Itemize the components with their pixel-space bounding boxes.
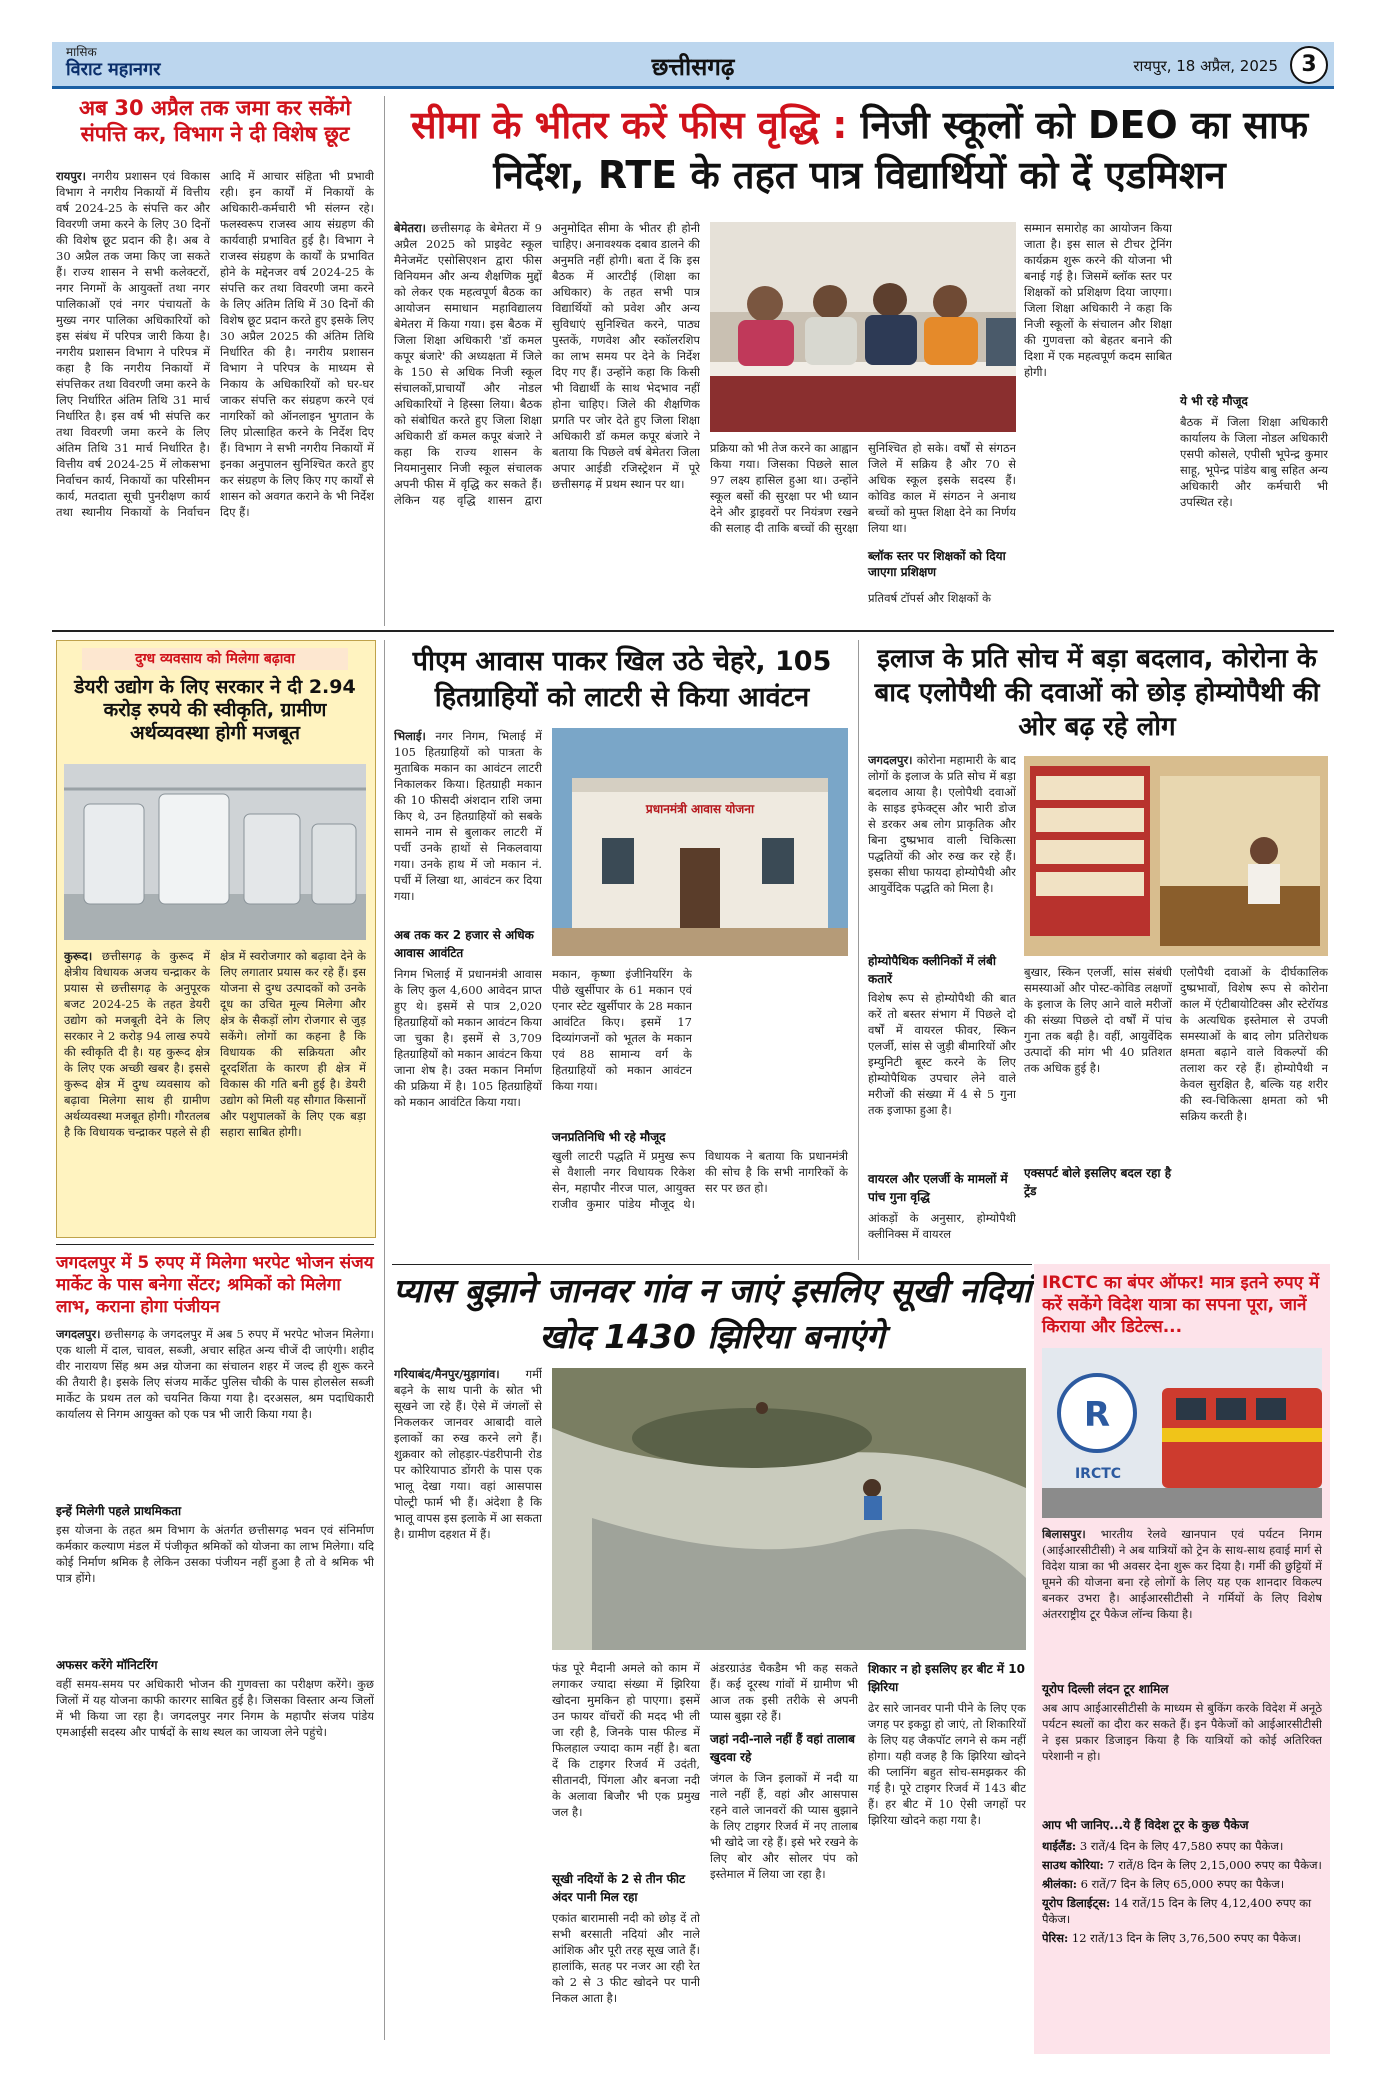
dairy-kicker: दुग्ध व्यवसाय को मिलेगा बढ़ावा: [135, 651, 295, 667]
water-body-1: [394, 1366, 542, 1976]
dairy-photo-art: [64, 764, 366, 940]
water-body-6: ढेर सारे जानवर पानी पीने के लिए एक जगह पर इकट्ठा हो जाएं, तो शिकारियों के लिए यह जैकपॉट लगने से कम नहीं होगा। यही वजह है कि झिरिया खोदने की प्लानिंग बहुत सोच-समझकर की गई है। पूरे टाइगर रिजर्व में 143 बीट हैं। हर बीट में 10 ऐसी जगहों पर झिरिया खोदने कहा गया है।: [868, 1701, 1026, 1827]
pmay-photo-art: [552, 728, 848, 956]
meal-body-1: [56, 1326, 374, 1498]
irctc-body-2: अब आप आईआरसीटीसी के माध्यम से बुकिंग करके विदेश में अनूठे पर्यटन स्थलों का दौरा कर सकते हैं। इन पैकेजों को आईआरसीटीसी ने इस प्रकार डिजाइन किया है कि यात्रियों को कोई अतिरिक्त परेशानी न हो।: [1042, 1701, 1322, 1763]
dairy-headline: डेयरी उद्योग के लिए सरकार ने दी 2.94 करोड़ रुपये की स्वीकृति, ग्रामीण अर्थव्यवस्था होगी मजबूत: [74, 676, 356, 745]
pmay-photo-caption: प्रधानमंत्री आवास योजना: [645, 802, 755, 816]
package-name: थाईलैंड:: [1042, 1839, 1077, 1853]
school-body-1-text: छत्तीसगढ़ के बेमेतरा में 9 अप्रैल 2025 को प्राइवेट स्कूल मैनेजमेंट एसोसिएशन द्वारा फीस विनियमन और अन्य शैक्षणिक मुद्दों को लेकर एक महत्वपूर्ण बैठक का आयोजन समाधान महाविद्यालय बेमेतरा में किया गया। इस बैठक में जिला शिक्षा अधिकारी 'डॉ कमल कपूर बंजारे' की अध्यक्षता में जिले के 150 से अधिक निजी स्कूल संचालकों,प्राचार्यों और नोडल अधिकारियों ने हिस्सा लिया। बैठक को संबोधित करते हुए जिला शिक्षा अधिकारी डॉ कमल कपूर बंजारे ने कहा कि राज्य शासन के नियमानुसार निजी स्कूल संचालक अपनी फीस में वृद्धि कर सकते हैं। लेकिन यह वृद्धि शासन द्वारा अनुमोदित सीमा के भीतर ही होनी चाहिए।: [394, 221, 700, 507]
school-body-2-text: अनावश्यक दबाव डालने की अनुमति नहीं होगी। बता दें कि इस बैठक में आरटीई (शिक्षा का अधिकार) के तहत सभी पात्र विद्यार्थियों को प्रवेश और अन्य सुविधाएं सुनिश्चित करने, पाठ्य पुस्तकें, गणवेश और स्कॉलरशिप का लाभ समय पर देने के निर्देश दिए गए हैं। उन्होंने कहा कि किसी भी विद्यार्थी के साथ भेदभाव नहीं होना चाहिए। जिले की शैक्षणिक प्रगति पर जोर देते हुए जिला शिक्षा अधिकारी डॉ कमल कपूर बंजारे ने बताया कि पिछले वर्ष बेमेतरा जिला अपार आईडी रजिस्ट्रेशन में पूरे छत्तीसगढ़ में प्रथम स्थान पर था।: [552, 237, 700, 491]
irctc-subhead-1: यूरोप दिल्ली लंदन टूर शामिल: [1042, 1682, 1169, 1696]
meal-body-3: वहीं समय-समय पर अधिकारी भोजन की गुणवत्ता का परीक्षण करेंगे। कुछ जिलों में यह योजना काफी कारगर साबित हुई है। जिसका विस्तार अन्य जिलों में भी किया जा रहा है। जगदलपुर नगर निगम के महापौर संजय पांडेय एमआईसी सदस्य और पार्षदों के साथ स्थल का जायजा लेने पहुंचे।: [56, 1677, 374, 1739]
irctc-body-1-text: भारतीय रेलवे खानपान एवं पर्यटन निगम (आईआरसीटीसी) ने अब यात्रियों को ट्रेन के साथ-साथ हवाई मार्ग से विदेश यात्रा का भी अवसर देना शुरू कर दिया है। गर्मी की छुट्टियों में घूमने की योजना बना रहे लोगों के लिए यह एक शानदार विकल्प बनकर उभरा है। आईआरसीटीसी ने गर्मियों के लिए विशेष अंतरराष्ट्रीय टूर पैकेज लॉन्च किया है।: [1042, 1527, 1322, 1621]
irctc-photo-art: [1042, 1348, 1322, 1518]
water-body-3: एकांत बारामासी नदी को छोड़ दें तो सभी बरसाती नदियां और नाले आंशिक और पूरी तरह सूख जाते हैं। हालांकि, सतह पर नजर आ रही रेत को 2 से 3 फीट खोदने पर पानी निकल आता है।: [552, 1911, 700, 2005]
water-subhead-1: सूखी नदियों के 2 से तीन फीट अंदर पानी मिल रहा: [552, 1872, 686, 1904]
column-divider-2: [384, 640, 385, 2040]
package-detail: 7 रातें/8 दिन के लिए 2,15,000 रुपए का पैकेज।: [1107, 1858, 1322, 1872]
dairy-photo: [64, 764, 366, 940]
package-item: [1042, 1930, 1322, 1946]
dairy-dateline: कुरूद।: [64, 949, 93, 963]
package-name: पेरिस:: [1042, 1931, 1069, 1945]
school-body-3: [710, 440, 1016, 540]
svg-text:R: R: [1083, 1395, 1111, 1435]
pharmacy-photo: [1024, 756, 1328, 956]
pmay-headline: पीएम आवास पाकर खिल उठे चेहरे, 105 हितग्राहियों को लाटरी से किया आवंटन: [412, 646, 832, 713]
school-body-1: [394, 220, 700, 620]
homeo-dateline: जगदलपुर।: [868, 753, 913, 767]
river-photo-art: [552, 1368, 1026, 1650]
homeo-body-1-text: कोरोना महामारी के बाद लोगों के इलाज के प्रति सोच में बड़ा बदलाव आया है। एलोपैथी दवाओं के साइड इफेक्ट्स और भारी डोज से डरकर अब लोग प्राकृतिक और बिना दुष्प्रभाव वाली चिकित्सा पद्धतियों की ओर रुख कर रहे हैं। इसका सीधा फायदा होम्योपैथी और आयुर्वेदिक पद्धति को मिला है।: [868, 753, 1016, 895]
pmay-subhead-2: जनप्रतिनिधि भी रहे मौजूद: [552, 1130, 666, 1144]
school-body-3-text: प्रक्रिया को भी तेज करने का आह्वान किया गया। जिसका पिछले साल 97 लक्ष्य हासिल हुआ था। उन्होंने स्कूल बसों की सुरक्षा पर भी ध्यान देने और ड्राइवरों पर नियंत्रण रखने की सलाह दी ताकि बच्चों की सुरक्षा सुनिश्चित हो सके।: [710, 441, 949, 535]
water-body-1-text: गर्मी बढ़ने के साथ पानी के स्रोत भी सूखने जा रहे हैं। ऐसे में जंगलों से निकलकर जानवर आबादी वाले इलाकों का रुख करने लगे हैं। शुक्रवार को लोहड़ार-पंडरीपानी रोड पर कोरियापाठ डोंगरी के पास एक भालू देखा गया। वहां आसपास पोल्ट्री फार्म भी हैं। अंदेशा है कि भालू वापस इस इलाके में आ सकता है। ग्रामीण दहशत में हैं।: [394, 1367, 542, 1541]
school-body-6b: [1180, 220, 1328, 388]
water-body-2: फंड पूरे मैदानी अमले को काम में लगाकर ज्यादा संख्या में झिरिया खोदना मुमकिन हो पाएगा। इसमें उन फायर वॉचरों की मदद भी ली जा रही है, जिनके पास फील्ड में फिलहाल ज्यादा काम नहीं है। बता दें कि टाइगर रिजर्व में उदंती, सीतानदी, पिंगला और बनजा नदी के अलावा बिजौर भी एक प्रमुख जल है।: [552, 1661, 700, 1819]
meal-rule: [56, 1244, 374, 1245]
column-divider-3: [858, 640, 859, 1260]
package-item: [1042, 1895, 1322, 1927]
water-body-4: अंडरग्राउंड चैकडैम भी कह सकते हैं। कई दूरस्थ गांवों में ग्रामीण भी आज तक इसी तरीके से अपनी प्यास बुझा रहे हैं।: [710, 1661, 858, 1723]
water-dateline: गरियाबंद/मैनपुर/मुड़ागांव।: [394, 1367, 500, 1381]
brand-tagline: मासिक: [66, 45, 97, 59]
package-detail: 14 रातें/15 दिन के लिए 4,12,400 रुपए का पैकेज।: [1042, 1896, 1312, 1926]
page-number: 3: [1290, 46, 1328, 84]
meal-body-2: इस योजना के तहत श्रम विभाग के अंतर्गत छत्तीसगढ़ भवन एवं संनिर्माण कर्मकार कल्याण मंडल में पंजीकृत श्रमिकों को योजना का लाभ मिलेगा। यदि कोई निर्माण श्रमिक है लेकिन उसका पंजीयन नहीं हुआ है तो वे श्रमिक भी पात्र होंगे।: [56, 1523, 374, 1585]
homeo-subhead-2: वायरल और एलर्जी के मामलों में पांच गुना वृद्धि: [868, 1172, 1008, 1204]
water-subhead-3: शिकार न हो इसलिए हर बीट में 10 झिरिया: [868, 1662, 1025, 1694]
river-photo: [552, 1368, 1026, 1650]
pmay-dateline: भिलाई।: [394, 729, 426, 743]
water-body-5: जंगल के जिन इलाकों में नदी या नाले नहीं हैं, वहां और आसपास रहने वाले जानवरों की प्यास बुझाने के लिए टाइगर रिजर्व में नए तालाब भी खोदे जा रहे हैं। इसे भरे रखने के लिए बोर और सोलर पंप को इस्तेमाल में लिया जा रहा है।: [710, 1771, 858, 1881]
meal-subhead-1: इन्हें मिलेगी पहले प्राथमिकता: [56, 1504, 182, 1518]
homeo-subhead-3: एक्सपर्ट बोले इसलिए बदल रहा है ट्रेंड: [1024, 1166, 1172, 1198]
pmay-body-1: [394, 728, 542, 920]
section-rule: [52, 630, 1334, 632]
water-headline: प्यास बुझाने जानवर गांव न जाएं इसलिए सूखी नदियां खोद 1430 झिरिया बनाएंगे: [392, 1271, 1032, 1356]
tax-body: [56, 168, 374, 620]
homeo-body-3: आंकड़ों के अनुसार, होम्योपैथी क्लीनिक्स में वायरल: [868, 1211, 1016, 1241]
package-detail: 12 रातें/13 दिन के लिए 3,76,500 रुपए का पैकेज।: [1071, 1931, 1301, 1945]
pmay-subhead-1: अब तक कर 2 हजार से अधिक आवास आवंटित: [394, 928, 534, 960]
irctc-dateline: बिलासपुर।: [1042, 1527, 1086, 1541]
pmay-photo: [552, 728, 848, 956]
water-rule: [392, 1264, 1032, 1265]
water-subhead-2: जहां नदी-नाले नहीं हैं वहां तालाब खुदवा रहे: [710, 1732, 856, 1764]
brand-name: विराट महानगर: [66, 59, 161, 80]
pharmacy-photo-art: [1024, 756, 1328, 956]
school-dateline: बेमेतरा।: [394, 221, 427, 235]
irctc-headline: IRCTC का बंपर ऑफर! मात्र इतने रुपए में करें सकेंगे विदेश यात्रा का सपना पूरा, जानें किराया और डिटेल्स...: [1042, 1273, 1320, 1337]
homeo-body-5: एलोपैथी दवाओं के दीर्घकालिक दुष्प्रभावों, विशेष रूप से कोरोना काल में एंटीबायोटिक्स और स्टेरॉयड के अत्यधिक इस्तेमाल से उपजी समस्याओं के बाद लोग प्रतिरोधक क्षमता बढ़ाने वाले विकल्पों की तलाश कर रहे हैं। होम्योपैथी न केवल सुरक्षित है, बल्कि यह शरीर की स्व-चिकित्सा क्षमता को भी सक्रिय करती है।: [1180, 965, 1328, 1123]
pmay-body-2: निगम भिलाई में प्रधानमंत्री आवास के लिए कुल 4,600 आवेदन प्राप्त हुए थे। इसमें से पात्र 2,020 हितग्राहियों को मकान आवंटन किया जा चुका है। इसमें से 3,709 हितग्राहियों को मकान आवंटन किया जाना शेष है। उक्त मकान निर्माण की प्रक्रिया में है। 105 हितग्राहियों को मकान आवंटित किया गया।: [394, 967, 542, 1109]
meeting-photo-art: [710, 222, 1016, 432]
meal-subhead-2: अफसर करेंगे मॉनिटरिंग: [56, 1658, 158, 1672]
homeo-headline: इलाज के प्रति सोच में बड़ा बदलाव, कोरोना के बाद एलोपैथी की दवाओं को छोड़ होम्योपैथी की ओर बढ़ रहे लोग: [874, 644, 1320, 742]
homeo-body-1: [868, 752, 1016, 948]
school-body-4-text: वर्षों से संगठन जिले में सक्रिय है और 70 से अधिक स्कूल इसके सदस्य हैं। कोविड काल में संगठन ने अनाथ बच्चों को मुफ्त शिक्षा देने का निर्णय लिया था।: [868, 441, 1016, 535]
homeo-body-4: बुखार, स्किन एलर्जी, सांस संबंधी समस्याओं और पोस्ट-कोविड लक्षणों के इलाज के लिए आने वाले मरीजों की संख्या पिछले दो वर्षों में पांच गुना तक बढ़ी है। वहीं, आयुर्वेदिक उत्पादों की मांग भी 40 प्रतिशत तक अधिक हुई है।: [1024, 965, 1172, 1075]
school-headline-a: सीमा के भीतर करें फीस वृद्धि :: [410, 103, 848, 147]
school-body-7: बैठक में जिला शिक्षा अधिकारी कार्यालय के जिला नोडल अधिकारी एसपी कोसले, एपीसी भूपेन्द्र कुमार साहू, भूपेन्द्र पांडेय बाबु सहित अन्य अधिकारी और कर्मचारी भी उपस्थित रहे।: [1180, 415, 1328, 509]
pmay-body-1-text: नगर निगम, भिलाई में 105 हितग्राहियों को पात्रता के मुताबिक मकान का आवंटन लाटरी निकालकर किया। हितग्राही मकान की 10 फीसदी अंशदान राशि जमा किए थे, उन हितग्राहियों को सबके सामने नाम से बुलाकर लाटरी में पर्ची उनके हाथों से निकलवाया गया। उनके हाथ में जो मकान नं. पर्ची में लिखा था, आवंटन कर दिया गया।: [394, 729, 542, 903]
homeo-subhead-1: होम्योपैथिक क्लीनिकों में लंबी कतारें: [868, 954, 996, 986]
pmay-body-3b: [700, 966, 848, 1144]
school-body-6: सम्मान समारोह का आयोजन किया जाता है। इस साल से टीचर ट्रेनिंग कार्यक्रम शुरू करने की योजना भी बनाई गई है। जिसमें ब्लॉक स्तर पर शिक्षकों को प्रशिक्षण दिया जाएगा। जिला शिक्षा अधिकारी ने कहा कि निजी स्कूलों के संचालन और शिक्षा की गुणवत्ता को बेहतर बनाने की दिशा में एक महत्वपूर्ण कदम साबित होगी।: [1024, 221, 1172, 379]
pmay-body-4: खुली लाटरी पद्धति में प्रमुख रूप से वैशाली नगर विधायक रिकेश सेन, महापौर नीरज पाल, आयुक्त राजीव कुमार पांडेय मौजूद थे। विधायक ने बताया कि प्रधानमंत्री की सोच है कि सभी नागरिकों के सर पर छत हो।: [552, 1149, 848, 1211]
column-divider: [384, 96, 385, 626]
school-headline: [392, 100, 1327, 200]
school-subhead-2: ये भी रहे मौजूद: [1180, 394, 1248, 408]
tax-dateline: रायपुर।: [56, 169, 86, 183]
school-headline-b: निजी स्कूलों को DEO का साफ निर्देश, RTE के तहत पात्र विद्यार्थियों को दें एडमिशन: [493, 103, 1309, 197]
dairy-body: [64, 948, 366, 1230]
tax-body-text: नगरीय प्रशासन एवं विकास विभाग ने नगरीय निकायों में वित्तीय वर्ष 2024-25 के संपत्ति कर और विवरणी जमा करने के लिए 30 दिनों की विशेष छूट प्रदान की है। अब वे 30 अप्रैल तक जमा किए जा सकते हैं। राज्य शासन ने सभी कलेक्टरों, नगर निगमों के आयुक्तों तथा नगर पालिकाओं एवं नगर पंचायतों के मुख्य नगर पालिका अधिकारियों को इस संबंध में परिपत्र जारी किया है। नगरीय प्रशासन विभाग ने परिपत्र में कहा है कि नगरीय निकायों में संपत्तिकर तथा विवरणी जमा करने के लिए निर्धारित अंतिम तिथि 31 मार्च निर्धारित है। इस वर्ष भी संपत्ति कर तथा विवरणी जमा करने के लिए अंतिम तिथि 31 मार्च निर्धारित है। वित्तीय वर्ष 2024-25 में लोकसभा निर्वाचन कार्य, निकायों का परिसीमन कार्य, मतदाता सूची पुनरीक्षण कार्य तथा स्थानीय निकायों के निर्वाचन आदि में आचार संहिता भी प्रभावी रही। इन कार्यों में निकायों के अधिकारी-कर्मचारी भी संलग्न रहे। फलस्वरूप राजस्व आय संग्रहण की कार्यवाही प्रभावित हुई है। विभाग ने राजस्व संग्रहण के कार्यों के प्रभावित होने के मद्देनजर वर्ष 2024-25 के संपत्ति कर तथा विवरणी जमा करने के लिए अंतिम तिथि में 30 दिनों की विशेष छूट प्रदान करते हुए इसके लिए 30 अप्रैल 2025 की अंतिम तिथि निर्धारित की है। नगरीय प्रशासन विभाग ने परिपत्र के माध्यम से निकाय के अधिकारियों को घर-घर जाकर संपत्ति कर संग्रहण करने एवं नागरिकों को ऑनलाइन भुगतान के लिए प्रोत्साहित करने के निर्देश दिए हैं। विभाग ने सभी नगरीय निकायों में इनका अनुपालन सुनिश्चित करते हुए कर संग्रहण के लिए किए गए कार्यों से शासन को अवगत कराने के भी निर्देश दिए हैं।: [56, 169, 374, 519]
meal-dateline: जगदलपुर।: [56, 1327, 101, 1341]
package-name: यूरोप डिलाईट्स:: [1042, 1896, 1111, 1910]
school-body-5: प्रतिवर्ष टॉपर्स और शिक्षकों के: [868, 591, 991, 605]
package-item: [1042, 1857, 1322, 1873]
irctc-body-1: [1042, 1526, 1322, 1676]
package-item: [1042, 1838, 1322, 1854]
package-detail: 6 रातें/7 दिन के लिए 65,000 रुपए का पैकेज।: [1080, 1877, 1285, 1891]
meal-body-1-text: छत्तीसगढ़ के जगदलपुर में अब 5 रुपए में भरपेट भोजन मिलेगा। एक थाली में दाल, चावल, सब्जी, अचार सहित अन्य चीजें दी जाएंगी। शहीद वीर नारायण सिंह श्रम अन्न योजना का संचालन शहर में जल्द ही शुरू करने की तैयारी है। इसके लिए संजय मार्केट पुलिस चौकी के पास होलसेल सब्जी मार्केट के प्रथम तल को चयनित किया गया है। दरअसल, श्रम पदाधिकारी कार्यालय से निगम आयुक्त को एक पत्र भी जारी किया गया है।: [56, 1327, 374, 1421]
irctc-package-list: [1042, 1838, 1322, 2048]
package-item: [1042, 1876, 1322, 1892]
package-name: साउथ कोरिया:: [1042, 1858, 1104, 1872]
package-name: श्रीलंका:: [1042, 1877, 1077, 1891]
section-title: छत्तीसगढ़: [651, 53, 735, 81]
meal-headline: जगदलपुर में 5 रुपए में मिलेगा भरपेट भोजन संजय मार्केट के पास बनेगा सेंटर; श्रमिकों को मिलेगा लाभ, कराना होगा पंजीयन: [56, 1253, 374, 1317]
irctc-photo: [1042, 1348, 1322, 1518]
package-detail: 3 रातें/4 दिन के लिए 47,580 रुपए का पैकेज।: [1079, 1839, 1284, 1853]
tax-headline: अब 30 अप्रैल तक जमा कर सकेंगे संपत्ति कर, विभाग ने दी विशेष छूट: [79, 96, 351, 146]
dairy-body-text: छत्तीसगढ़ के कुरूद में क्षेत्रीय विधायक अजय चन्द्राकर के प्रयास से छत्तीसगढ़ के अनुपूरक बजट 2024-25 के तहत डेयरी उद्योग को मजबूती देने के लिए सरकार ने 2 करोड़ 94 लाख रुपये की स्वीकृति दी है। यह कुरूद क्षेत्र के लिए एक अच्छी खबर है। इससे कुरूद क्षेत्र में दुग्ध व्यवसाय को बढ़ावा मिलेगा साथ ही ग्रामीण अर्थव्यवस्था मजबूत होगी। गौरतलब है कि विधायक चन्द्राकर पहले से ही क्षेत्र में स्वरोजगार को बढ़ावा देने के लिए लगातार प्रयास कर रहे हैं। इस योजना से दुग्ध उत्पादकों को उनके दूध का उचित मूल्य मिलेगा और क्षेत्र के सैकड़ों लोग रोजगार से जुड़ सकेंगे। लोगों का कहना है कि विधायक की सक्रियता और दूरदर्शिता के कारण ही क्षेत्र में विकास की गति बनी हुई है। डेयरी उद्योग को मिली यह सौगात किसानों और पशुपालकों के लिए एक बड़ा सहारा साबित होगी।: [64, 949, 366, 1139]
meeting-photo: [710, 222, 1016, 432]
pmay-body-3: मकान, कृष्णा इंजीनियरिंग के पीछे खुर्सीपार के 61 मकान एवं एनार स्टेट खुर्सीपार के 28 मकान आवंटित किए। इसमें 17 दिव्यांगजनों को भूतल के मकान एवं 88 सामान्य वर्ग के हितग्राहियों को मकान आवंटन किया गया।: [552, 967, 692, 1093]
masthead: [52, 42, 1334, 89]
school-subhead-1: ब्लॉक स्तर पर शिक्षकों को दिया जाएगा प्रशिक्षण: [868, 549, 1006, 579]
irctc-subhead-2: आप भी जानिए...ये हैं विदेश टूर के कुछ पैकेज: [1042, 1818, 1249, 1832]
issue-date: रायपुर, 18 अप्रैल, 2025: [1133, 57, 1278, 75]
homeo-body-2: विशेष रूप से होम्योपैथी की बात करें तो बस्तर संभाग में पिछले दो वर्षों में वायरल फीवर, स्किन एलर्जी, सांस से जुड़ी बीमारियों और इम्युनिटी बूस्ट करने के लिए होम्योपैथिक उपचार लेने वाले मरीजों की संख्या में 4 से 5 गुना तक इजाफा हुआ है।: [868, 991, 1016, 1117]
irctc-logo-text: IRCTC: [1074, 1466, 1122, 1482]
